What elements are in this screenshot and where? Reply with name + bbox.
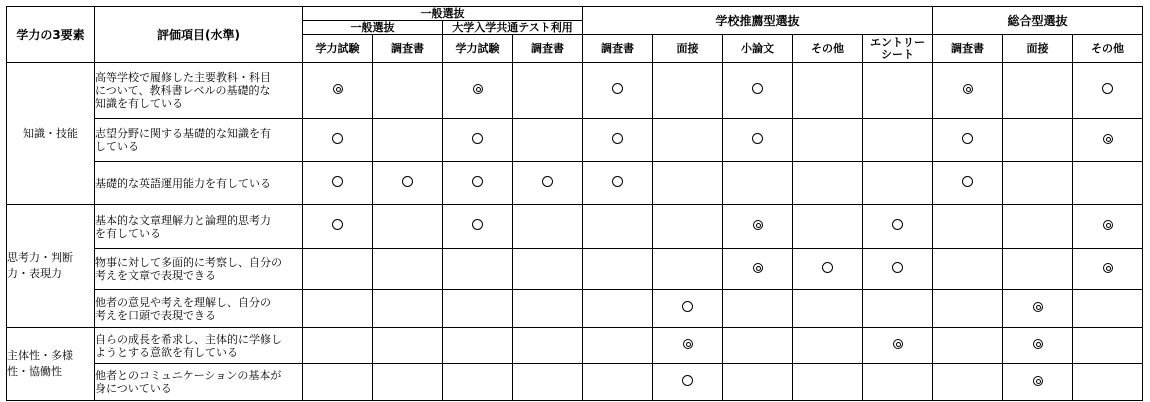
circle-icon <box>402 176 413 187</box>
pillar-label <box>7 328 95 401</box>
mark-cell <box>513 162 583 205</box>
mark-cell <box>653 162 723 205</box>
double-circle-icon <box>1103 220 1113 230</box>
mark-cell <box>373 119 443 162</box>
mark-cell <box>513 328 583 364</box>
pillar-label <box>7 63 95 205</box>
mark-cell <box>443 290 513 328</box>
evaluation-item-line: している <box>95 140 139 153</box>
mark-cell <box>303 290 373 328</box>
circle-icon <box>892 262 903 273</box>
double-circle-icon <box>753 263 763 273</box>
pillar-label <box>7 205 95 328</box>
pillar-label-line: 知識・技能 <box>23 126 78 140</box>
mark-cell <box>303 63 373 119</box>
mark-cell <box>793 249 863 290</box>
evaluation-item-line: ようとする意欲を有している <box>95 345 238 359</box>
evaluation-item <box>95 290 303 328</box>
mark-cell <box>863 328 933 364</box>
mark-cell <box>583 364 653 401</box>
mark-cell <box>513 364 583 401</box>
circle-icon <box>332 133 343 144</box>
mark-cell <box>863 63 933 119</box>
mark-cell <box>373 205 443 249</box>
evaluation-item-line: 基本的な文章理解力と論理的思考力 <box>95 213 271 227</box>
evaluation-item-line: 高等学校で履修した主要教科・科目 <box>95 71 271 84</box>
mark-cell <box>863 205 933 249</box>
mark-cell <box>1073 162 1143 205</box>
mark-cell <box>723 290 793 328</box>
double-circle-icon <box>893 339 903 349</box>
evaluation-item-line: 知識を有している <box>95 97 183 110</box>
mark-cell <box>793 364 863 401</box>
col-header: 調査書 <box>583 35 653 63</box>
mark-cell <box>373 63 443 119</box>
circle-icon <box>682 375 693 386</box>
mark-cell <box>653 328 723 364</box>
header-general-sub: 一般選抜 <box>303 21 443 35</box>
mark-cell <box>863 119 933 162</box>
mark-cell <box>443 364 513 401</box>
mark-cell <box>513 119 583 162</box>
mark-cell <box>443 328 513 364</box>
circle-icon <box>332 176 343 187</box>
double-circle-icon <box>1103 134 1113 144</box>
double-circle-icon <box>963 84 973 94</box>
evaluation-item <box>95 119 303 162</box>
mark-cell <box>793 119 863 162</box>
mark-cell <box>1003 290 1073 328</box>
mark-cell <box>443 119 513 162</box>
circle-icon <box>892 219 903 230</box>
mark-cell <box>1003 249 1073 290</box>
circle-icon <box>822 262 833 273</box>
mark-cell <box>723 63 793 119</box>
table-row <box>7 328 1143 364</box>
col-header: 調査書 <box>513 35 583 63</box>
circle-icon <box>612 176 623 187</box>
col-header-entry-sheet <box>863 35 933 63</box>
mark-cell <box>583 119 653 162</box>
evaluation-item-line: 考えを文章で表現できる <box>95 269 216 282</box>
mark-cell <box>513 290 583 328</box>
evaluation-matrix-table <box>6 6 1143 401</box>
header-school-recommendation: 学校推薦型選抜 <box>583 7 933 35</box>
evaluation-item <box>95 205 303 249</box>
col-header: 学力試験 <box>443 35 513 63</box>
mark-cell <box>1073 328 1143 364</box>
evaluation-item-line: 考えを口頭で表現できる <box>95 308 216 322</box>
mark-cell <box>373 249 443 290</box>
mark-cell <box>863 290 933 328</box>
circle-icon <box>472 133 483 144</box>
mark-cell <box>303 162 373 205</box>
circle-icon <box>682 301 693 312</box>
mark-cell <box>1073 205 1143 249</box>
mark-cell <box>1003 328 1073 364</box>
double-circle-icon <box>683 339 693 349</box>
mark-cell <box>933 290 1003 328</box>
circle-icon <box>752 83 763 94</box>
mark-cell <box>513 63 583 119</box>
evaluation-item-line: を有している <box>95 226 161 240</box>
mark-cell <box>653 364 723 401</box>
mark-cell <box>1003 205 1073 249</box>
evaluation-item-line: 他者とのコミュニケーションの基本が <box>95 369 282 382</box>
mark-cell <box>723 205 793 249</box>
mark-cell <box>303 328 373 364</box>
mark-cell <box>443 205 513 249</box>
mark-cell <box>373 328 443 364</box>
mark-cell <box>793 162 863 205</box>
mark-cell <box>303 205 373 249</box>
header-pillar: 学力の3要素 <box>7 7 95 63</box>
table-body <box>7 63 1143 401</box>
evaluation-item-line: 自らの成長を希求し、主体的に学修し <box>95 332 282 346</box>
mark-cell <box>933 364 1003 401</box>
evaluation-item <box>95 364 303 401</box>
mark-cell <box>443 63 513 119</box>
col-header: 面接 <box>653 35 723 63</box>
mark-cell <box>653 205 723 249</box>
mark-cell <box>653 63 723 119</box>
mark-cell <box>1003 63 1073 119</box>
col-header: その他 <box>793 35 863 63</box>
evaluation-item-line: 志望分野に関する基礎的な知識を有 <box>95 127 271 140</box>
mark-cell <box>583 205 653 249</box>
mark-cell <box>513 249 583 290</box>
evaluation-item-line: について、教科書レベルの基礎的な <box>95 84 271 97</box>
table-row <box>7 162 1143 205</box>
mark-cell <box>1003 119 1073 162</box>
mark-cell <box>373 162 443 205</box>
evaluation-item <box>95 328 303 364</box>
mark-cell <box>583 328 653 364</box>
mark-cell <box>303 364 373 401</box>
mark-cell <box>653 290 723 328</box>
circle-icon <box>1102 83 1113 94</box>
double-circle-icon <box>1033 376 1043 386</box>
mark-cell <box>793 328 863 364</box>
mark-cell <box>1073 249 1143 290</box>
double-circle-icon <box>1033 302 1043 312</box>
header-general: 一般選抜 <box>303 7 583 21</box>
evaluation-item <box>95 63 303 119</box>
double-circle-icon <box>1103 263 1113 273</box>
header-comprehensive: 総合型選抜 <box>933 7 1143 35</box>
pillar-label-line: 性・協働性 <box>7 365 62 378</box>
mark-cell <box>933 205 1003 249</box>
mark-cell <box>513 205 583 249</box>
double-circle-icon <box>1033 339 1043 349</box>
mark-cell <box>583 162 653 205</box>
mark-cell <box>793 63 863 119</box>
evaluation-item-line: 基礎的な英語運用能力を有している <box>95 176 271 190</box>
mark-cell <box>933 249 1003 290</box>
circle-icon <box>962 133 973 144</box>
pillar-label-line: 力・表現力 <box>7 267 62 280</box>
pillar-label-line: 主体性・多様 <box>7 349 73 362</box>
circle-icon <box>612 133 623 144</box>
mark-cell <box>443 162 513 205</box>
mark-cell <box>793 290 863 328</box>
mark-cell <box>373 290 443 328</box>
double-circle-icon <box>753 220 763 230</box>
mark-cell <box>583 63 653 119</box>
col-header: 面接 <box>1003 35 1073 63</box>
double-circle-icon <box>333 84 343 94</box>
table-row <box>7 119 1143 162</box>
mark-cell <box>933 63 1003 119</box>
mark-cell <box>723 249 793 290</box>
table-row <box>7 364 1143 401</box>
mark-cell <box>1073 290 1143 328</box>
evaluation-item-line: 物事に対して多面的に考察し、自分の <box>95 256 282 269</box>
mark-cell <box>723 162 793 205</box>
mark-cell <box>303 249 373 290</box>
mark-cell <box>723 364 793 401</box>
mark-cell <box>793 205 863 249</box>
mark-cell <box>1003 162 1073 205</box>
mark-cell <box>1073 364 1143 401</box>
header-common-test: 大学入学共通テスト利用 <box>443 21 583 35</box>
circle-icon <box>962 176 973 187</box>
col-header: 調査書 <box>373 35 443 63</box>
mark-cell <box>583 249 653 290</box>
mark-cell <box>863 364 933 401</box>
table-row <box>7 290 1143 328</box>
mark-cell <box>863 249 933 290</box>
mark-cell <box>933 162 1003 205</box>
table-row <box>7 63 1143 119</box>
mark-cell <box>583 290 653 328</box>
mark-cell <box>373 364 443 401</box>
evaluation-item-line: 身についている <box>95 382 172 395</box>
circle-icon <box>612 83 623 94</box>
double-circle-icon <box>473 84 483 94</box>
evaluation-item <box>95 249 303 290</box>
mark-cell <box>1073 119 1143 162</box>
mark-cell <box>723 119 793 162</box>
pillar-label-line: 思考力・判断 <box>7 251 73 264</box>
mark-cell <box>933 328 1003 364</box>
circle-icon <box>472 219 483 230</box>
table-row <box>7 205 1143 249</box>
mark-cell <box>1073 63 1143 119</box>
table-row <box>7 249 1143 290</box>
circle-icon <box>332 219 343 230</box>
circle-icon <box>472 176 483 187</box>
evaluation-item-line: 他者の意見や考えを理解し、自分の <box>95 295 271 309</box>
mark-cell <box>863 162 933 205</box>
entry-line-1: エントリー <box>870 35 925 49</box>
circle-icon <box>752 133 763 144</box>
mark-cell <box>653 119 723 162</box>
mark-cell <box>303 119 373 162</box>
circle-icon <box>542 176 553 187</box>
entry-line-2: シート <box>881 47 914 61</box>
col-header: 小論文 <box>723 35 793 63</box>
header-item: 評価項目(水準) <box>95 7 303 63</box>
mark-cell <box>723 328 793 364</box>
col-header: 学力試験 <box>303 35 373 63</box>
mark-cell <box>653 249 723 290</box>
mark-cell <box>933 119 1003 162</box>
mark-cell <box>1003 364 1073 401</box>
evaluation-item <box>95 162 303 205</box>
mark-cell <box>443 249 513 290</box>
col-header: 調査書 <box>933 35 1003 63</box>
col-header: その他 <box>1073 35 1143 63</box>
